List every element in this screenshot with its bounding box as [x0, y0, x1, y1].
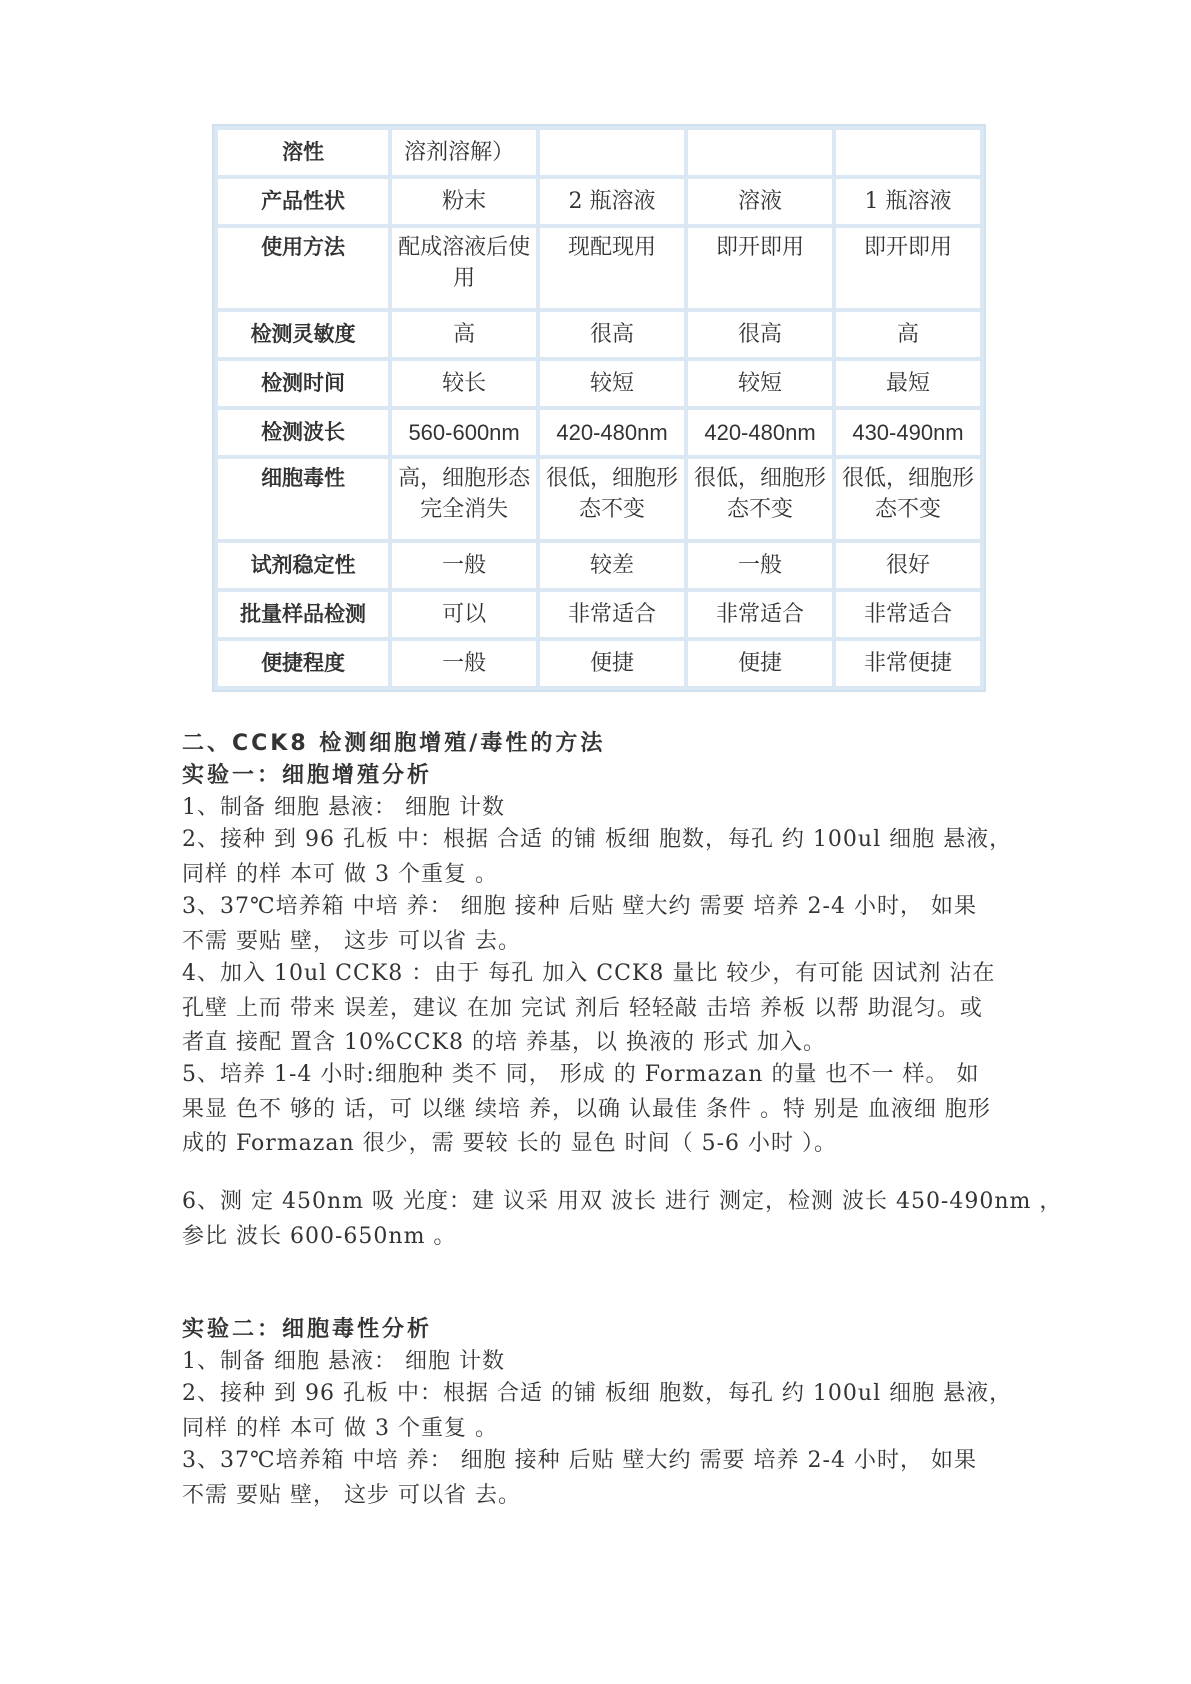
- paragraph-line: 1、制备 细胞 悬液： 细胞 计数: [182, 1349, 505, 1374]
- table-row: [218, 459, 980, 539]
- table-cell: 一般: [392, 543, 536, 588]
- table-cell: 即开即用: [836, 228, 980, 308]
- table-cell: 高: [392, 312, 536, 357]
- table-cell: 现配现用: [540, 228, 684, 308]
- table-cell: 很低，细胞形态不变: [688, 459, 832, 539]
- table-row: [218, 641, 980, 686]
- table-cell: 一般: [392, 641, 536, 686]
- paragraph-line: 果显 色不 够的 话，可 以继 续培 养，以确 认最佳 条件 。特 别是 血液细 胞形: [182, 1097, 991, 1122]
- table-cell: 高，细胞形态完全消失: [392, 459, 536, 539]
- table-cell: [688, 130, 832, 175]
- table-cell: 高: [836, 312, 980, 357]
- table-cell: 430-490nm: [836, 410, 980, 455]
- comparison-table: [212, 124, 986, 692]
- row-label: 细胞毒性: [218, 459, 388, 539]
- paragraph-line: 2、接种 到 96 孔板 中：根据 合适 的铺 板细 胞数，每孔 约 100ul 细胞 悬液，: [182, 827, 1013, 852]
- table-row: [218, 228, 980, 308]
- table-cell: 非常适合: [688, 592, 832, 637]
- paragraph-line: 参比 波长 600-650nm 。: [182, 1224, 457, 1249]
- table-cell: 较长: [392, 361, 536, 406]
- table-cell: 非常适合: [540, 592, 684, 637]
- table-cell: 配成溶液后使用: [392, 228, 536, 308]
- table-cell: 便捷: [540, 641, 684, 686]
- table-row: [218, 179, 980, 224]
- paragraph-line: 不需 要贴 壁， 这步 可以省 去。: [182, 1483, 521, 1508]
- row-label: 检测灵敏度: [218, 312, 388, 357]
- paragraph-line: 同样 的样 本可 做 3 个重复 。: [182, 1416, 498, 1441]
- table-cell: 非常适合: [836, 592, 980, 637]
- table-cell: 便捷: [688, 641, 832, 686]
- table-cell: 即开即用: [688, 228, 832, 308]
- table-row: [218, 543, 980, 588]
- table-cell: 很好: [836, 543, 980, 588]
- table-cell: [836, 130, 980, 175]
- table-cell: 2 瓶溶液: [540, 179, 684, 224]
- paragraph-line: 3、37℃培养箱 中培 养： 细胞 接种 后贴 壁大约 需要 培养 2-4 小时， 如果: [182, 894, 977, 919]
- table-cell: 较短: [540, 361, 684, 406]
- table-cell: 较短: [688, 361, 832, 406]
- table-cell: 粉末: [392, 179, 536, 224]
- table-cell: 很高: [688, 312, 832, 357]
- row-label: 检测时间: [218, 361, 388, 406]
- table-cell: 溶剂溶解）: [392, 130, 536, 175]
- table-cell: 较差: [540, 543, 684, 588]
- table-cell: [540, 130, 684, 175]
- paragraph-line: 1、制备 细胞 悬液： 细胞 计数: [182, 795, 505, 820]
- table-cell: 最短: [836, 361, 980, 406]
- table-row: [218, 410, 980, 455]
- table-cell: 很低，细胞形态不变: [836, 459, 980, 539]
- table-cell: 溶液: [688, 179, 832, 224]
- paragraph-line: 不需 要贴 壁， 这步 可以省 去。: [182, 929, 521, 954]
- paragraph-line: 3、37℃培养箱 中培 养： 细胞 接种 后贴 壁大约 需要 培养 2-4 小时， 如果: [182, 1448, 977, 1473]
- paragraph-line: 6、测 定 450nm 吸 光度：建 议采 用双 波长 进行 测定，检测 波长 450-490nm ，: [182, 1189, 1063, 1214]
- paragraph-line: 者直 接配 置含 10%CCK8 的培 养基，以 换液的 形式 加入。: [182, 1030, 826, 1055]
- paragraph-line: 2、接种 到 96 孔板 中：根据 合适 的铺 板细 胞数，每孔 约 100ul 细胞 悬液，: [182, 1381, 1013, 1406]
- row-label: 试剂稳定性: [218, 543, 388, 588]
- row-label: 检测波长: [218, 410, 388, 455]
- table-row: [218, 361, 980, 406]
- experiment-2-title: 实验二：细胞毒性分析: [182, 1317, 433, 1342]
- table-cell: 420-480nm: [688, 410, 832, 455]
- table-cell: 420-480nm: [540, 410, 684, 455]
- table-cell: 1 瓶溶液: [836, 179, 980, 224]
- row-label: 批量样品检测: [218, 592, 388, 637]
- paragraph-line: 同样 的样 本可 做 3 个重复 。: [182, 862, 498, 887]
- paragraph-line: 孔壁 上而 带来 误差，建议 在加 完试 剂后 轻轻敲 击培 养板 以帮 助混匀。或: [182, 996, 983, 1021]
- section-heading: 二、CCK8 检测细胞增殖/毒性的方法: [182, 731, 606, 756]
- row-label: 溶性: [218, 130, 388, 175]
- paragraph-line: 4、加入 10ul CCK8 ：由于 每孔 加入 CCK8 量比 较少，有可能 因试剂 沾在: [182, 961, 996, 986]
- row-label: 产品性状: [218, 179, 388, 224]
- row-label: 使用方法: [218, 228, 388, 308]
- table-row: [218, 312, 980, 357]
- table-row: [218, 130, 980, 175]
- table-cell: 可以: [392, 592, 536, 637]
- table-row: [218, 592, 980, 637]
- table-cell: 很低，细胞形态不变: [540, 459, 684, 539]
- table-cell: 非常便捷: [836, 641, 980, 686]
- table-cell: 560-600nm: [392, 410, 536, 455]
- experiment-1-title: 实验一：细胞增殖分析: [182, 763, 433, 788]
- table-cell: 一般: [688, 543, 832, 588]
- row-label: 便捷程度: [218, 641, 388, 686]
- table-cell: 很高: [540, 312, 684, 357]
- paragraph-line: 成的 Formazan 很少，需 要较 长的 显色 时间（ 5-6 小时 ）。: [182, 1131, 838, 1156]
- paragraph-line: 5、培养 1-4 小时:细胞种 类不 同， 形成 的 Formazan 的量 也不一 样。 如: [182, 1062, 980, 1087]
